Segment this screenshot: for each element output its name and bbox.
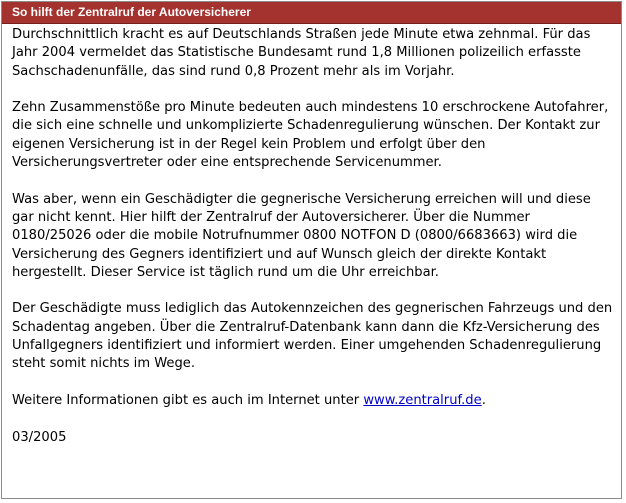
article-body	[2, 24, 621, 447]
paragraph-statistics: Durchschnittlich kracht es auf Deutschlands Straßen jede Minute etwa zehnmal. Für das Jahr 2004 vermeldet das Statistische Bundesamt rund 1,8 Millionen polizeilich erfasste Sachschadenunfälle, das sind rund 0,8 Prozent mehr als im Vorjahr.	[12, 27, 591, 79]
publication-date: 03/2005	[12, 429, 67, 445]
more-info-line	[12, 392, 613, 410]
paragraph-procedure: Der Geschädigte muss lediglich das Autokennzeichen des gegnerischen Fahrzeugs und den Schadentag angeben. Über die Zentralruf-Datenbank kann dann die Kfz-Versicherung des Unfallgegners identifiziert und informiert werden. Einer umgehenden Schadenregulierung steht somit nichts im Wege.	[12, 301, 613, 372]
info-box	[1, 1, 622, 499]
more-info-text: Weitere Informationen gibt es auch im Internet unter	[12, 392, 364, 408]
paragraph-collisions: Zehn Zusammenstöße pro Minute bedeuten auch mindestens 10 erschrockene Autofahrer, die sich eine schnelle und unkomplizierte Schadenregulierung wünschen. Der Kontakt zur eigenen Versicherung ist in der Regel kein Problem und erfolgt über den Versicherungsvertreter oder eine entsprechende Servicenummer.	[12, 100, 609, 171]
zentralruf-link[interactable]: www.zentralruf.de	[363, 392, 482, 408]
paragraph-hotline: Was aber, wenn ein Geschädigter die gegnerische Versicherung erreichen will und diese gar nicht kennt. Hier hilft der Zentralruf der Autoversicherer. Über die Nummer 0180/25026 oder die mobile Notrufnummer 0800 NOTFON D (0800/6683663) wird die Versicherung des Gegners identifiziert und auf Wunsch gleich der direkte Kontakt hergestellt. Dieser Service ist täglich rund um die Uhr erreichbar.	[12, 191, 591, 280]
box-title: So hilft der Zentralruf der Autoversicherer	[2, 2, 621, 24]
more-info-period: .	[481, 392, 486, 408]
